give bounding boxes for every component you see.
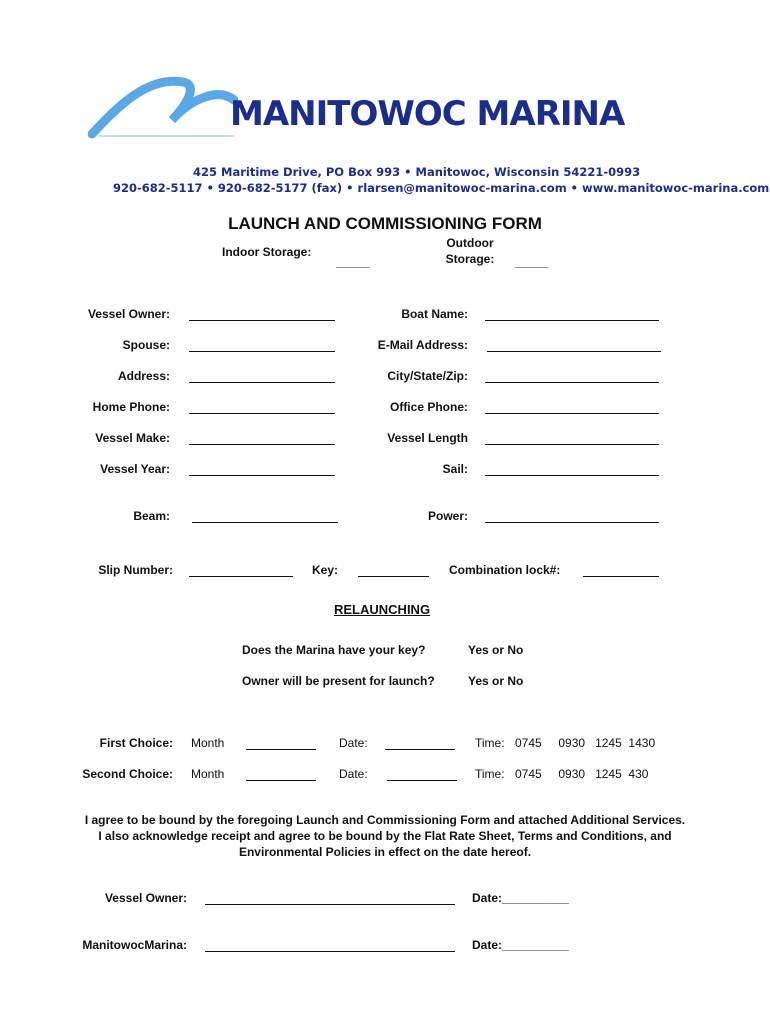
home-phone-label: Home Phone: — [92, 400, 170, 414]
home-phone-field[interactable] — [189, 413, 335, 414]
slip-number-field[interactable] — [189, 576, 293, 577]
office-phone-field[interactable] — [485, 413, 659, 414]
first-choice-times[interactable]: 0745 0930 1245 1430 — [515, 736, 656, 750]
first-choice-date-label: Date: — [339, 736, 368, 750]
slip-number-label: Slip Number: — [98, 563, 173, 577]
email-field[interactable] — [487, 351, 661, 352]
first-choice-date-field[interactable] — [385, 749, 455, 750]
sail-label: Sail: — [442, 462, 468, 476]
first-choice-month-field[interactable] — [246, 749, 316, 750]
vessel-owner-date[interactable]: Date:__________ — [472, 891, 569, 905]
second-choice-time-label: Time: — [475, 767, 505, 781]
boat-name-field[interactable] — [485, 320, 659, 321]
second-choice-label: Second Choice: — [82, 767, 173, 781]
first-choice-label: First Choice: — [99, 736, 173, 750]
power-field[interactable] — [485, 522, 659, 523]
outdoor-storage-label-2: Storage: — [445, 252, 495, 266]
vessel-owner-label: Vessel Owner: — [87, 307, 170, 321]
vessel-year-label: Vessel Year: — [100, 462, 170, 476]
marina-key-answer[interactable]: Yes or No — [468, 643, 524, 657]
agreement-line-3: Environmental Policies in effect on the date hereof. — [238, 845, 532, 859]
spouse-field[interactable] — [189, 351, 335, 352]
spouse-label: Spouse: — [122, 338, 170, 352]
vessel-make-field[interactable] — [189, 444, 335, 445]
marina-signature-label: ManitowocMarina: — [82, 938, 187, 952]
second-choice-times[interactable]: 0745 0930 1245 430 — [515, 767, 649, 781]
city-state-zip-field[interactable] — [485, 382, 659, 383]
second-choice-date-label: Date: — [339, 767, 368, 781]
beam-label: Beam: — [133, 509, 170, 523]
key-label: Key: — [312, 563, 339, 577]
first-choice-month-label: Month — [191, 736, 225, 750]
power-label: Power: — [427, 509, 468, 523]
second-choice-date-field[interactable] — [387, 780, 457, 781]
marina-signature-field[interactable] — [205, 951, 455, 952]
address-field[interactable] — [189, 382, 335, 383]
owner-present-question: Owner will be present for launch? — [242, 674, 435, 688]
boat-name-label: Boat Name: — [401, 307, 468, 321]
brand-name: MANITOWOC MARINA — [230, 94, 625, 134]
contact-line: 920-682-5117 • 920-682-5177 (fax) • rlarsen@manitowoc-marina.com • www.manitowoc-marina.com — [113, 181, 770, 195]
second-choice-month-label: Month — [191, 767, 225, 781]
first-choice-time-label: Time: — [475, 736, 505, 750]
address-line: 425 Maritime Drive, PO Box 993 • Manitowoc, Wisconsin 54221-0993 — [193, 165, 641, 179]
outdoor-storage-label-1: Outdoor — [446, 236, 494, 250]
city-state-zip-label: City/State/Zip: — [387, 369, 468, 383]
owner-present-answer[interactable]: Yes or No — [468, 674, 524, 688]
vessel-make-label: Vessel Make: — [95, 431, 170, 445]
marina-date[interactable]: Date:__________ — [472, 938, 569, 952]
vessel-length-field[interactable] — [485, 444, 659, 445]
combination-lock-label: Combination lock#: — [449, 563, 561, 577]
relaunching-heading: RELAUNCHING — [334, 602, 431, 617]
vessel-owner-signature-field[interactable] — [205, 904, 455, 905]
address-label: Address: — [117, 369, 170, 383]
form-title: LAUNCH AND COMMISSIONING FORM — [228, 214, 542, 233]
agreement-line-1: I agree to be bound by the foregoing Launch and Commissioning Form and attached Additional Services. — [84, 813, 686, 827]
key-field[interactable] — [358, 576, 429, 577]
vessel-length-label: Vessel Length — [387, 431, 468, 445]
vessel-year-field[interactable] — [189, 475, 335, 476]
email-label: E-Mail Address: — [377, 338, 468, 352]
combination-lock-field[interactable] — [583, 576, 659, 577]
office-phone-label: Office Phone: — [389, 400, 468, 414]
vessel-owner-signature-label: Vessel Owner: — [104, 891, 187, 905]
beam-field[interactable] — [192, 522, 338, 523]
agreement-line-2: I also acknowledge receipt and agree to be bound by the Flat Rate Sheet, Terms and Conditions, and — [98, 829, 672, 843]
sail-field[interactable] — [485, 475, 659, 476]
outdoor-storage-value[interactable]: _____ — [515, 255, 549, 269]
indoor-storage-label: Indoor Storage: — [222, 245, 312, 259]
marina-logo-swoosh — [88, 76, 238, 142]
indoor-storage-value[interactable]: _____ — [336, 255, 370, 269]
vessel-owner-field[interactable] — [189, 320, 335, 321]
marina-key-question: Does the Marina have your key? — [242, 643, 426, 657]
second-choice-month-field[interactable] — [246, 780, 316, 781]
